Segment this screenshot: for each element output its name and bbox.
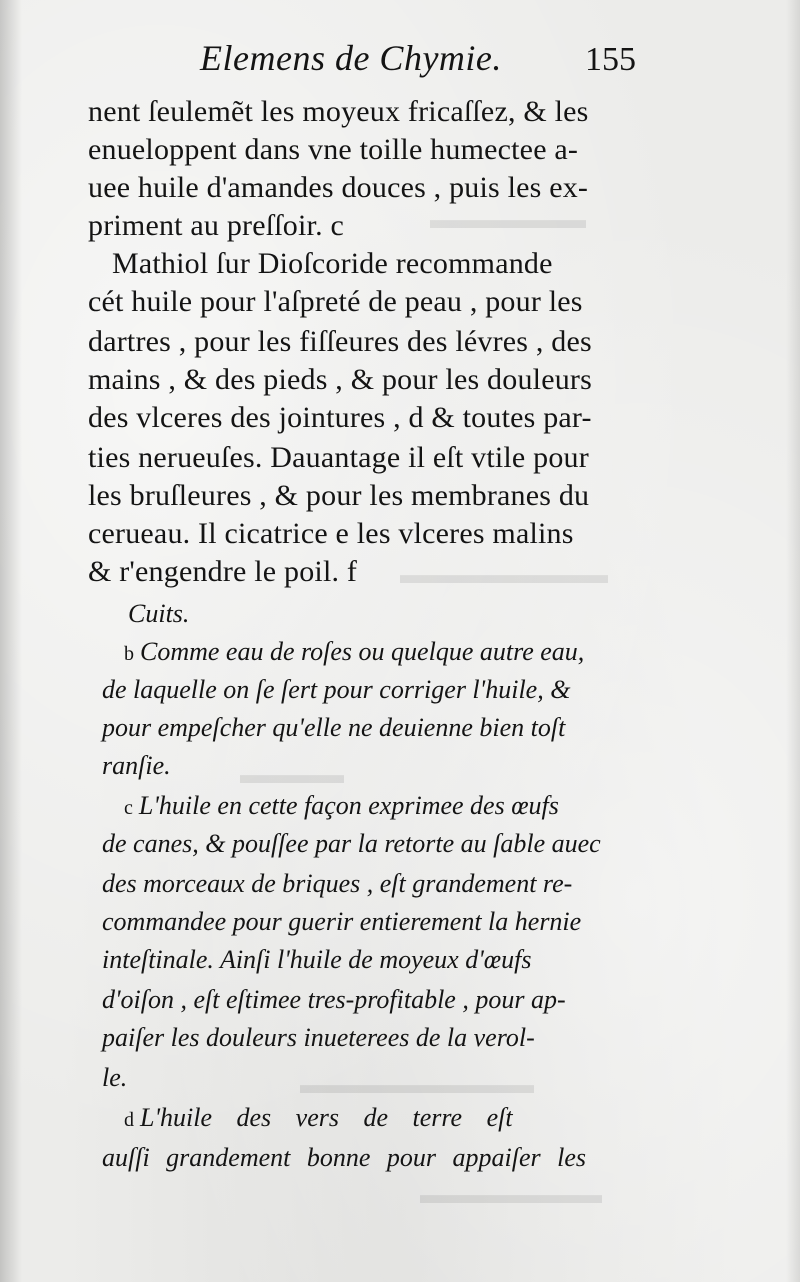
running-head-title: Elemens de Chymie.	[200, 38, 502, 78]
note-text: L'huile en cette façon exprimee des œufs	[138, 791, 559, 820]
note-text: L'huile des vers de terre eſt	[140, 1103, 513, 1132]
show-through-smudge: ▬▬▬▬▬▬▬▬	[400, 560, 608, 589]
show-through-smudge: ▬▬▬▬▬▬▬	[420, 1180, 602, 1209]
show-through-smudge: ▬▬▬▬▬▬	[430, 205, 586, 234]
body-line: enueloppent dans vne toille humectee a-	[88, 133, 579, 166]
note-b-line: pour empeſcher qu'elle ne deuienne bien toſt	[102, 713, 566, 742]
notes-heading: Cuits.	[128, 599, 190, 628]
note-b-line: ranſie.	[102, 751, 171, 780]
note-c-line	[124, 788, 559, 826]
show-through-smudge: ▬▬▬▬	[240, 760, 344, 789]
note-c-line: de canes, & pouſſee par la retorte au ſable auec	[102, 829, 601, 858]
note-c-line: d'oiſon , eſt eſtimee tres-profitable , pour ap-	[102, 985, 566, 1014]
note-b-line	[124, 634, 584, 672]
note-c-line: inteſtinale. Ainſi l'huile de moyeux d'œufs	[102, 945, 532, 974]
body-line: priment au preſſoir. c	[88, 209, 344, 242]
page-edge-shadow-left	[0, 0, 22, 1282]
note-marker-c: c	[124, 797, 133, 819]
body-line: Mathiol ſur Dioſcoride recommande	[112, 247, 553, 280]
body-line: des vlceres des jointures , d & toutes par-	[88, 401, 592, 434]
note-b-line: de laquelle on ſe ſert pour corriger l'huile, &	[102, 675, 571, 704]
show-through-smudge: ▬▬▬▬▬▬▬▬▬	[300, 1070, 534, 1099]
body-line: nent ſeulemẽt les moyeux fricaſſez, & les	[88, 95, 589, 128]
page-number: 155	[585, 41, 636, 78]
body-line: cét huile pour l'aſpreté de peau , pour les	[88, 285, 583, 318]
body-line: les bruſleures , & pour les membranes du	[88, 479, 590, 512]
note-d-line	[124, 1100, 513, 1138]
note-marker-b: b	[124, 643, 134, 665]
note-c-line: paiſer les douleurs inueterees de la verol-	[102, 1023, 535, 1052]
body-line: cerueau. Il cicatrice e les vlceres malins	[88, 517, 574, 550]
body-line: ties nerueuſes. Dauantage il eſt vtile pour	[88, 441, 589, 474]
page-edge-shadow-right	[786, 0, 800, 1282]
note-c-line: le.	[102, 1063, 128, 1092]
body-line: uee huile d'amandes douces , puis les ex-	[88, 171, 589, 204]
note-c-line: des morceaux de briques , eſt grandement re-	[102, 869, 573, 898]
body-line: & r'engendre le poil. f	[88, 555, 358, 588]
note-d-line: auſſi grandement bonne pour appaiſer les	[102, 1143, 587, 1172]
note-c-line: commandee pour guerir entierement la hernie	[102, 907, 582, 936]
body-line: mains , & des pieds , & pour les douleurs	[88, 363, 592, 396]
note-marker-d: d	[124, 1109, 134, 1131]
note-text: Comme eau de roſes ou quelque autre eau,	[140, 637, 585, 666]
body-line: dartres , pour les fiſſeures des lévres , des	[88, 325, 592, 358]
